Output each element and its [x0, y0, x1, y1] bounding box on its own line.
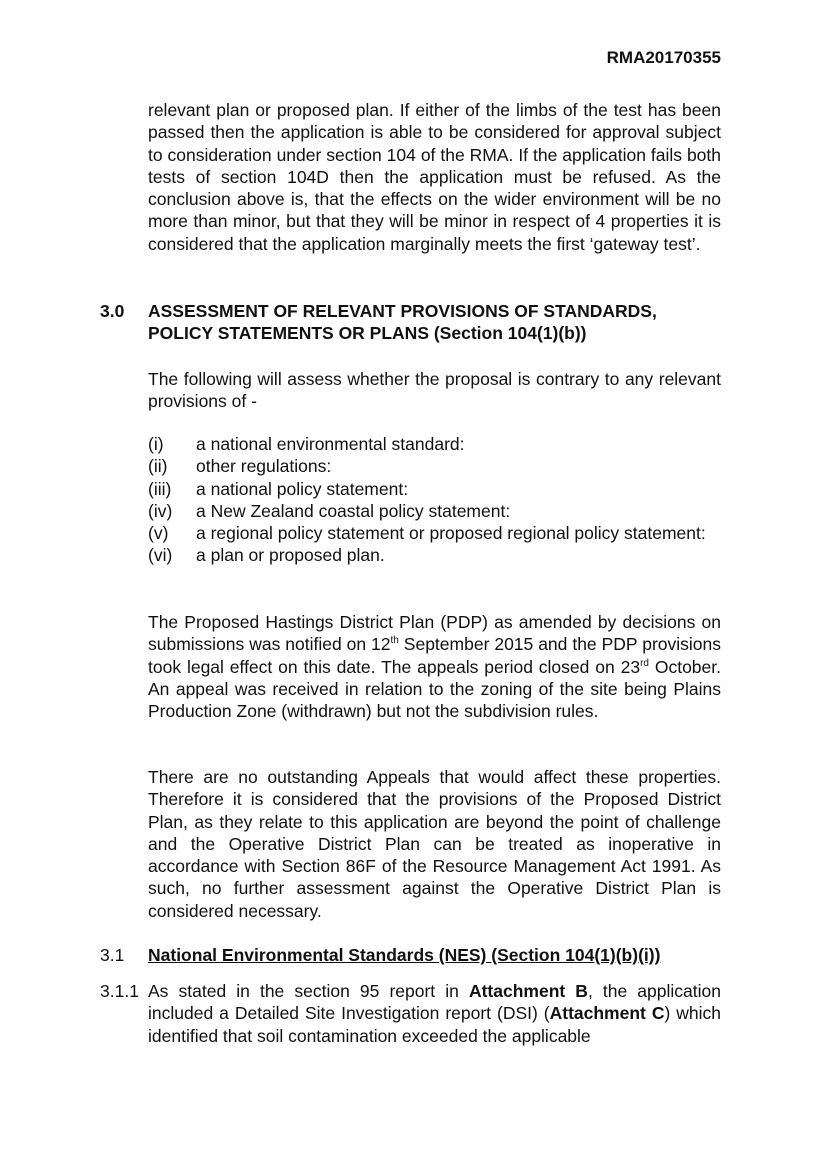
list-item-text: a plan or proposed plan.	[196, 545, 385, 566]
document-reference: RMA20170355	[606, 48, 721, 67]
section-3-1-1-paragraph	[148, 980, 721, 1047]
section-3-1-1-number: 3.1.1	[100, 981, 139, 1001]
pdp-text-3: October. An appeal was received in relation to the zoning of the site being Plains Production Zone (withdrawn) but not the subdivision rules.	[148, 656, 721, 722]
list-item	[148, 522, 721, 544]
pdp-paragraph	[148, 611, 721, 722]
intro-paragraph: relevant plan or proposed plan. If either of the limbs of the test has been passed then the application is able to be considered for approval subject to consideration under section 104 of the RMA. If the application fails both tests of section 104D then the application must be refused. As the conclusion above is, that the effects on the wider environment will be no more than minor, but that they will be minor in respect of 4 properties it is considered that the application marginally meets the first ‘gateway test’.	[148, 100, 721, 254]
section-3-1-number: 3.1	[100, 945, 125, 965]
list-item-label: (v)	[148, 523, 169, 544]
section-3-1-title: National Environmental Standards (NES) (Section 104(1)(b)(i))	[148, 945, 661, 965]
list-item-label: (i)	[148, 434, 164, 454]
list-item-label: (vi)	[148, 545, 173, 566]
list-item-label: (iii)	[148, 478, 172, 499]
list-item	[148, 500, 721, 522]
pdp-sup-2: rd	[640, 657, 649, 669]
pdp-text-2: September 2015 and the PDP provisions took legal effect on this date. The appeals period closed on 23	[148, 634, 721, 677]
list-item	[148, 433, 721, 455]
attachment-c-ref: Attachment C	[549, 1003, 665, 1024]
section-3-1-1-text-3: ) which identified that soil contamination exceeded the applicable	[148, 1003, 721, 1046]
appeals-paragraph: There are no outstanding Appeals that would affect these properties. Therefore it is considered that the provisions of the Proposed District Plan, as they relate to this application are beyond the point of challenge and the Operative District Plan can be treated as inoperative in accordance with Section 86F of the Resource Management Act 1991. As such, no further assessment against the Operative District Plan is considered necessary.	[148, 767, 721, 921]
provisions-list	[148, 433, 721, 567]
list-item-text: a national environmental standard:	[196, 434, 465, 454]
list-item	[148, 544, 721, 566]
pdp-sup-1: th	[390, 635, 399, 647]
list-item	[148, 455, 721, 477]
list-item-label: (iv)	[148, 500, 173, 521]
list-item-label: (ii)	[148, 456, 168, 477]
section-3-1-1-text-1: As stated in the section 95 report in	[148, 981, 469, 1001]
section-3-0-number: 3.0	[100, 301, 125, 321]
section-3-1-title-wrap	[148, 944, 721, 966]
list-item-text: a national policy statement:	[196, 478, 409, 499]
section-3-0-title: ASSESSMENT OF RELEVANT PROVISIONS OF STANDARDS, POLICY STATEMENTS OR PLANS (Section 104(1)(b))	[148, 301, 657, 344]
list-item-text: a regional policy statement or proposed regional policy statement:	[196, 523, 706, 544]
section-3-0-lead: The following will assess whether the proposal is contrary to any relevant provisions of -	[148, 369, 721, 412]
pdp-text-1: The Proposed Hastings District Plan (PDP) as amended by decisions on submissions was notified on 12	[148, 612, 721, 655]
list-item	[148, 478, 721, 500]
attachment-b-ref: Attachment B	[468, 981, 588, 1001]
list-item-text: other regulations:	[196, 456, 332, 477]
section-3-1-1-text-2: , the application included a Detailed Site Investigation report (DSI) (	[148, 981, 721, 1024]
list-item-text: a New Zealand coastal policy statement:	[196, 500, 511, 521]
